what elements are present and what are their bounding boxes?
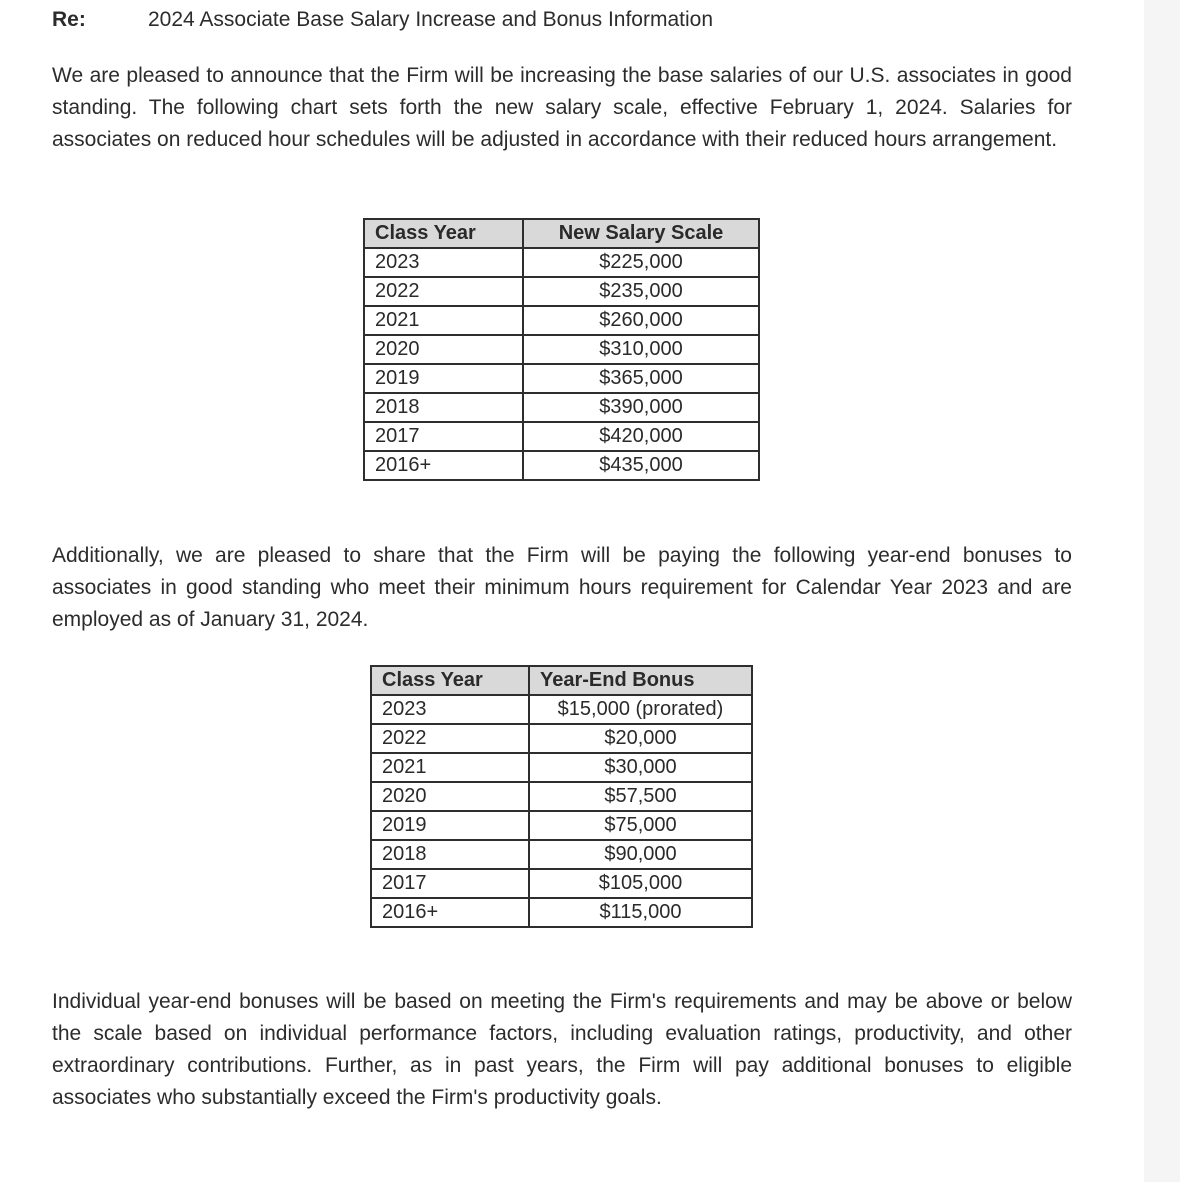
salary-cell: $235,000 — [523, 277, 759, 306]
memo-subject: 2024 Associate Base Salary Increase and Bonus Information — [148, 8, 714, 31]
table-row — [371, 724, 752, 753]
bonus-cell: $30,000 — [529, 753, 752, 782]
salary-cell: $225,000 — [523, 248, 759, 277]
table-header-row — [371, 666, 752, 695]
salary-cell: $420,000 — [523, 422, 759, 451]
class-year-cell: 2019 — [364, 364, 523, 393]
table-row — [364, 306, 759, 335]
table-row — [371, 898, 752, 927]
table-row — [364, 277, 759, 306]
table-row — [371, 811, 752, 840]
salary-cell: $365,000 — [523, 364, 759, 393]
table-row — [364, 393, 759, 422]
table-header-row — [364, 219, 759, 248]
class-year-cell: 2019 — [371, 811, 529, 840]
class-year-cell: 2023 — [371, 695, 529, 724]
bonus-cell: $105,000 — [529, 869, 752, 898]
salary-cell: $310,000 — [523, 335, 759, 364]
right-margin-strip — [1144, 0, 1180, 1182]
salary-cell: $435,000 — [523, 451, 759, 480]
table-row — [371, 869, 752, 898]
bonus-intro-paragraph: Additionally, we are pleased to share that the Firm will be paying the following year-end bonuses to associates in good standing who meet their minimum hours requirement for Calendar Year 2023 and are employed as of January 31, 2024. — [52, 544, 1072, 631]
salary-cell: $390,000 — [523, 393, 759, 422]
table-row — [364, 248, 759, 277]
bonus-cell: $15,000 (prorated) — [529, 695, 752, 724]
class-year-cell: 2022 — [371, 724, 529, 753]
class-year-cell: 2016+ — [371, 898, 529, 927]
bonus-cell: $90,000 — [529, 840, 752, 869]
memo-subject-line — [52, 6, 713, 34]
class-year-cell: 2023 — [364, 248, 523, 277]
re-label: Re: — [52, 8, 86, 31]
bonus-cell: $75,000 — [529, 811, 752, 840]
bonus-cell: $20,000 — [529, 724, 752, 753]
table-row — [364, 335, 759, 364]
table-row — [364, 364, 759, 393]
class-year-cell: 2017 — [364, 422, 523, 451]
salary-cell: $260,000 — [523, 306, 759, 335]
class-year-header: Class Year — [371, 666, 529, 695]
class-year-cell: 2020 — [371, 782, 529, 811]
closing-paragraph: Individual year-end bonuses will be based on meeting the Firm's requirements and may be above or below the scale based on individual performance factors, including evaluation ratings, productivity, and other extraordinary contributions. Further, as in past years, the Firm will pay additional bonuses to eligible associates who substantially exceed the Firm's productivity goals. — [52, 990, 1072, 1109]
table-row — [371, 753, 752, 782]
year-end-bonus-header: Year-End Bonus — [529, 666, 752, 695]
new-salary-scale-header: New Salary Scale — [523, 219, 759, 248]
class-year-cell: 2020 — [364, 335, 523, 364]
table-row — [364, 451, 759, 480]
class-year-cell: 2021 — [364, 306, 523, 335]
table-row — [364, 422, 759, 451]
table-row — [371, 840, 752, 869]
class-year-cell: 2021 — [371, 753, 529, 782]
class-year-cell: 2016+ — [364, 451, 523, 480]
class-year-cell: 2022 — [364, 277, 523, 306]
year-end-bonus-table — [370, 665, 753, 928]
salary-scale-table — [363, 218, 760, 481]
class-year-cell: 2017 — [371, 869, 529, 898]
class-year-cell: 2018 — [364, 393, 523, 422]
intro-paragraph: We are pleased to announce that the Firm will be increasing the base salaries of our U.S. associates in good standing. The following chart sets forth the new salary scale, effective February 1, 2024. Salaries for associates on reduced hour schedules will be adjusted in accordance with their reduced hours arrangement. — [52, 64, 1072, 151]
class-year-cell: 2018 — [371, 840, 529, 869]
class-year-header: Class Year — [364, 219, 523, 248]
table-row — [371, 695, 752, 724]
table-row — [371, 782, 752, 811]
bonus-cell: $115,000 — [529, 898, 752, 927]
bonus-cell: $57,500 — [529, 782, 752, 811]
